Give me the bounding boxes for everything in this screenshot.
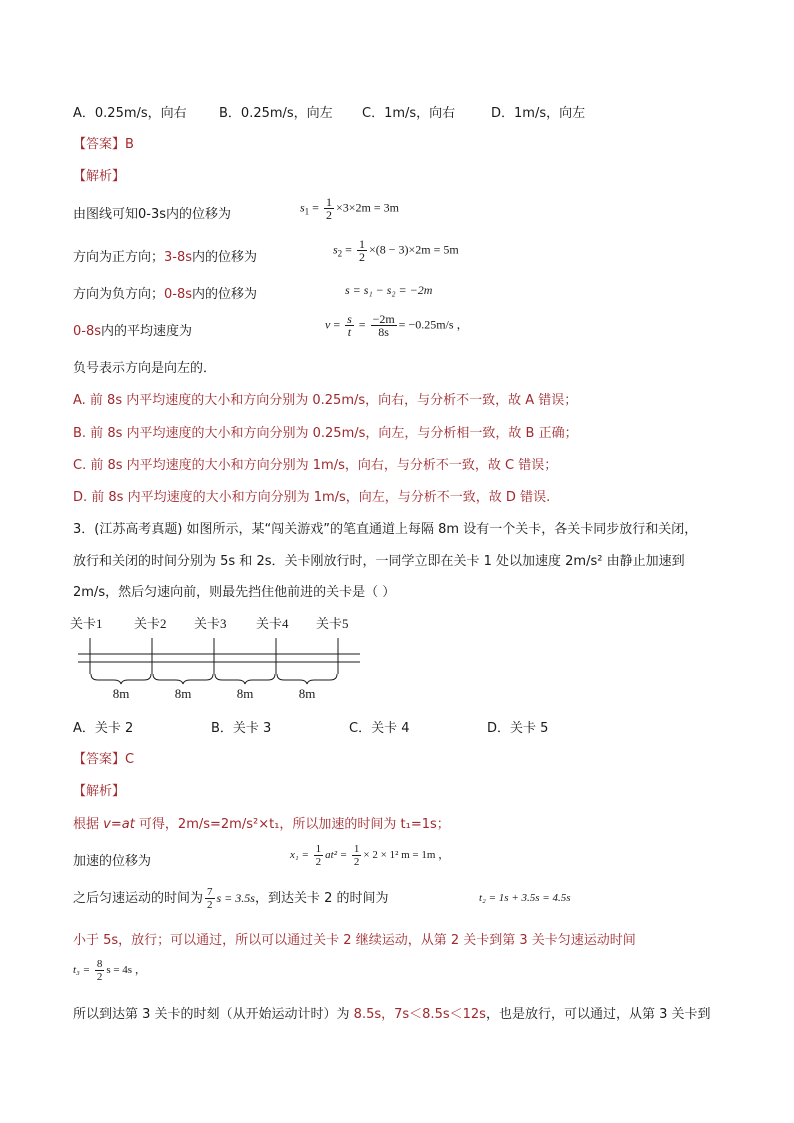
spacing-label-3: 8m [236, 686, 254, 701]
brace-3 [215, 674, 275, 684]
judgment-c: C. 前 8s 内平均速度的大小和方向分别为 1m/s，向右，与分析不一致，故 C 错误； [73, 458, 558, 473]
q2-eq2: $s_2$ = $\frac{1}{2}$ ×(8 − 3)×2m = 5m [333, 237, 459, 264]
q3-analysis-label: 【解析】 [73, 784, 126, 799]
spacing-label-4: 8m [298, 686, 316, 701]
judgment-b: B. 前 8s 内平均速度的大小和方向分别为 0.25m/s，向左，与分析相一致，故 B 正确； [73, 426, 578, 441]
brace-4 [277, 674, 337, 684]
brace-2 [153, 674, 213, 684]
q2-analysis-label: 【解析】 [73, 169, 126, 184]
q3-option-b[interactable]: B．关卡 3 [211, 721, 272, 736]
q2-line1: 由图线可知0-3s内的位移为 [73, 207, 232, 222]
q3-eq-t2: t₂ = 1s + 3.5s = 4.5s [479, 892, 571, 904]
q2-option-a[interactable]: A．0.25m/s，向右 [73, 106, 187, 121]
answer-value: C [125, 752, 135, 767]
q2-option-c[interactable]: C．1m/s，向右 [362, 106, 456, 121]
q2-line3: 方向为负方向；0-8s内的位移为 [73, 287, 258, 302]
q3-answer [73, 748, 134, 767]
gate-label-2: 关卡2 [134, 616, 167, 631]
q3-option-d[interactable]: D．关卡 5 [487, 721, 549, 736]
brace-1 [91, 674, 151, 684]
q3-line4: 小于 5s，放行；可以通过，所以可以通过关卡 2 继续运动，从第 2 关卡到第 3 关卡匀速运动时间 [73, 933, 636, 948]
q3-stem-line2: 放行和关闭的时间分别为 5s 和 2s．关卡刚放行时，一同学立即在关卡 1 处以加速度 2m/s² 由静止加速到 [73, 554, 685, 569]
answer-label: 【答案】 [73, 752, 126, 767]
q3-line5: t₃ = $\frac{8}{2}$ s = 4s ， [73, 958, 146, 983]
gate-label-4: 关卡4 [256, 616, 289, 631]
q2-option-d[interactable]: D．1m/s，向左 [491, 106, 586, 121]
q3-line1: 根据 v=at 可得，2m/s=2m/s²×t₁，所以加速的时间为 t₁=1s； [73, 817, 450, 832]
spacing-label-1: 8m [112, 686, 130, 701]
q3-stem-line3: 2m/s，然后匀速向前，则最先挡住他前进的关卡是（ ） [73, 585, 396, 600]
spacing-label-2: 8m [174, 686, 192, 701]
q3-line2: 加速的位移为 [73, 854, 152, 869]
answer-value: B [125, 137, 134, 152]
q3-line6: 所以到达第 3 关卡的时刻（从开始运动计时）为 8.5s，7s＜8.5s＜12s，也是放行，可以通过，从第 3 关卡到 [73, 1007, 711, 1022]
answer-label: 【答案】 [73, 137, 126, 152]
q3-eq-x1: x₁ = $\frac{1}{2}$ at² = $\frac{1}{2}$ × 2 × 1² m = 1m ， [290, 843, 450, 868]
q3-line3: 之后匀速运动的时间为 $\frac{7}{2}$ s = 3.5s，到达关卡 2 的时间为 [73, 886, 389, 911]
gate-label-5: 关卡5 [316, 616, 349, 631]
q2-eq4: v = $\frac{s}{t}$ = $\frac{-2m}{8s}$ = −0.25m/s ， [325, 312, 469, 339]
q2-answer [73, 133, 134, 152]
q2-option-b[interactable]: B．0.25m/s，向左 [219, 106, 333, 121]
q2-eq3: s = s₁ − s₂ = −2m [345, 283, 433, 297]
q3-stem-line1: 3．(江苏高考真题) 如图所示，某“闯关游戏”的笔直通道上每隔 8m 设有一个关卡，各关卡同步放行和关闭， [73, 522, 698, 537]
q2-line4: 0-8s内的平均速度为 [73, 324, 193, 339]
q3-option-c[interactable]: C．关卡 4 [349, 721, 410, 736]
q3-option-a[interactable]: A．关卡 2 [73, 721, 134, 736]
gates-figure [70, 610, 370, 705]
q2-line5: 负号表示方向是向左的． [73, 361, 217, 376]
gate-label-3: 关卡3 [194, 616, 227, 631]
gate-label-1: 关卡1 [70, 616, 103, 631]
q2-eq1: $s_1$ = $\frac{1}{2}$ ×3×2m = 3m [300, 195, 399, 222]
judgment-d: D. 前 8s 内平均速度的大小和方向分别为 1m/s，向左，与分析不一致，故 D 错误. [73, 490, 551, 505]
judgment-a: A. 前 8s 内平均速度的大小和方向分别为 0.25m/s，向右，与分析不一致，故 A 错误； [73, 393, 578, 408]
q2-line2: 方向为正方向；3-8s内的位移为 [73, 250, 258, 265]
